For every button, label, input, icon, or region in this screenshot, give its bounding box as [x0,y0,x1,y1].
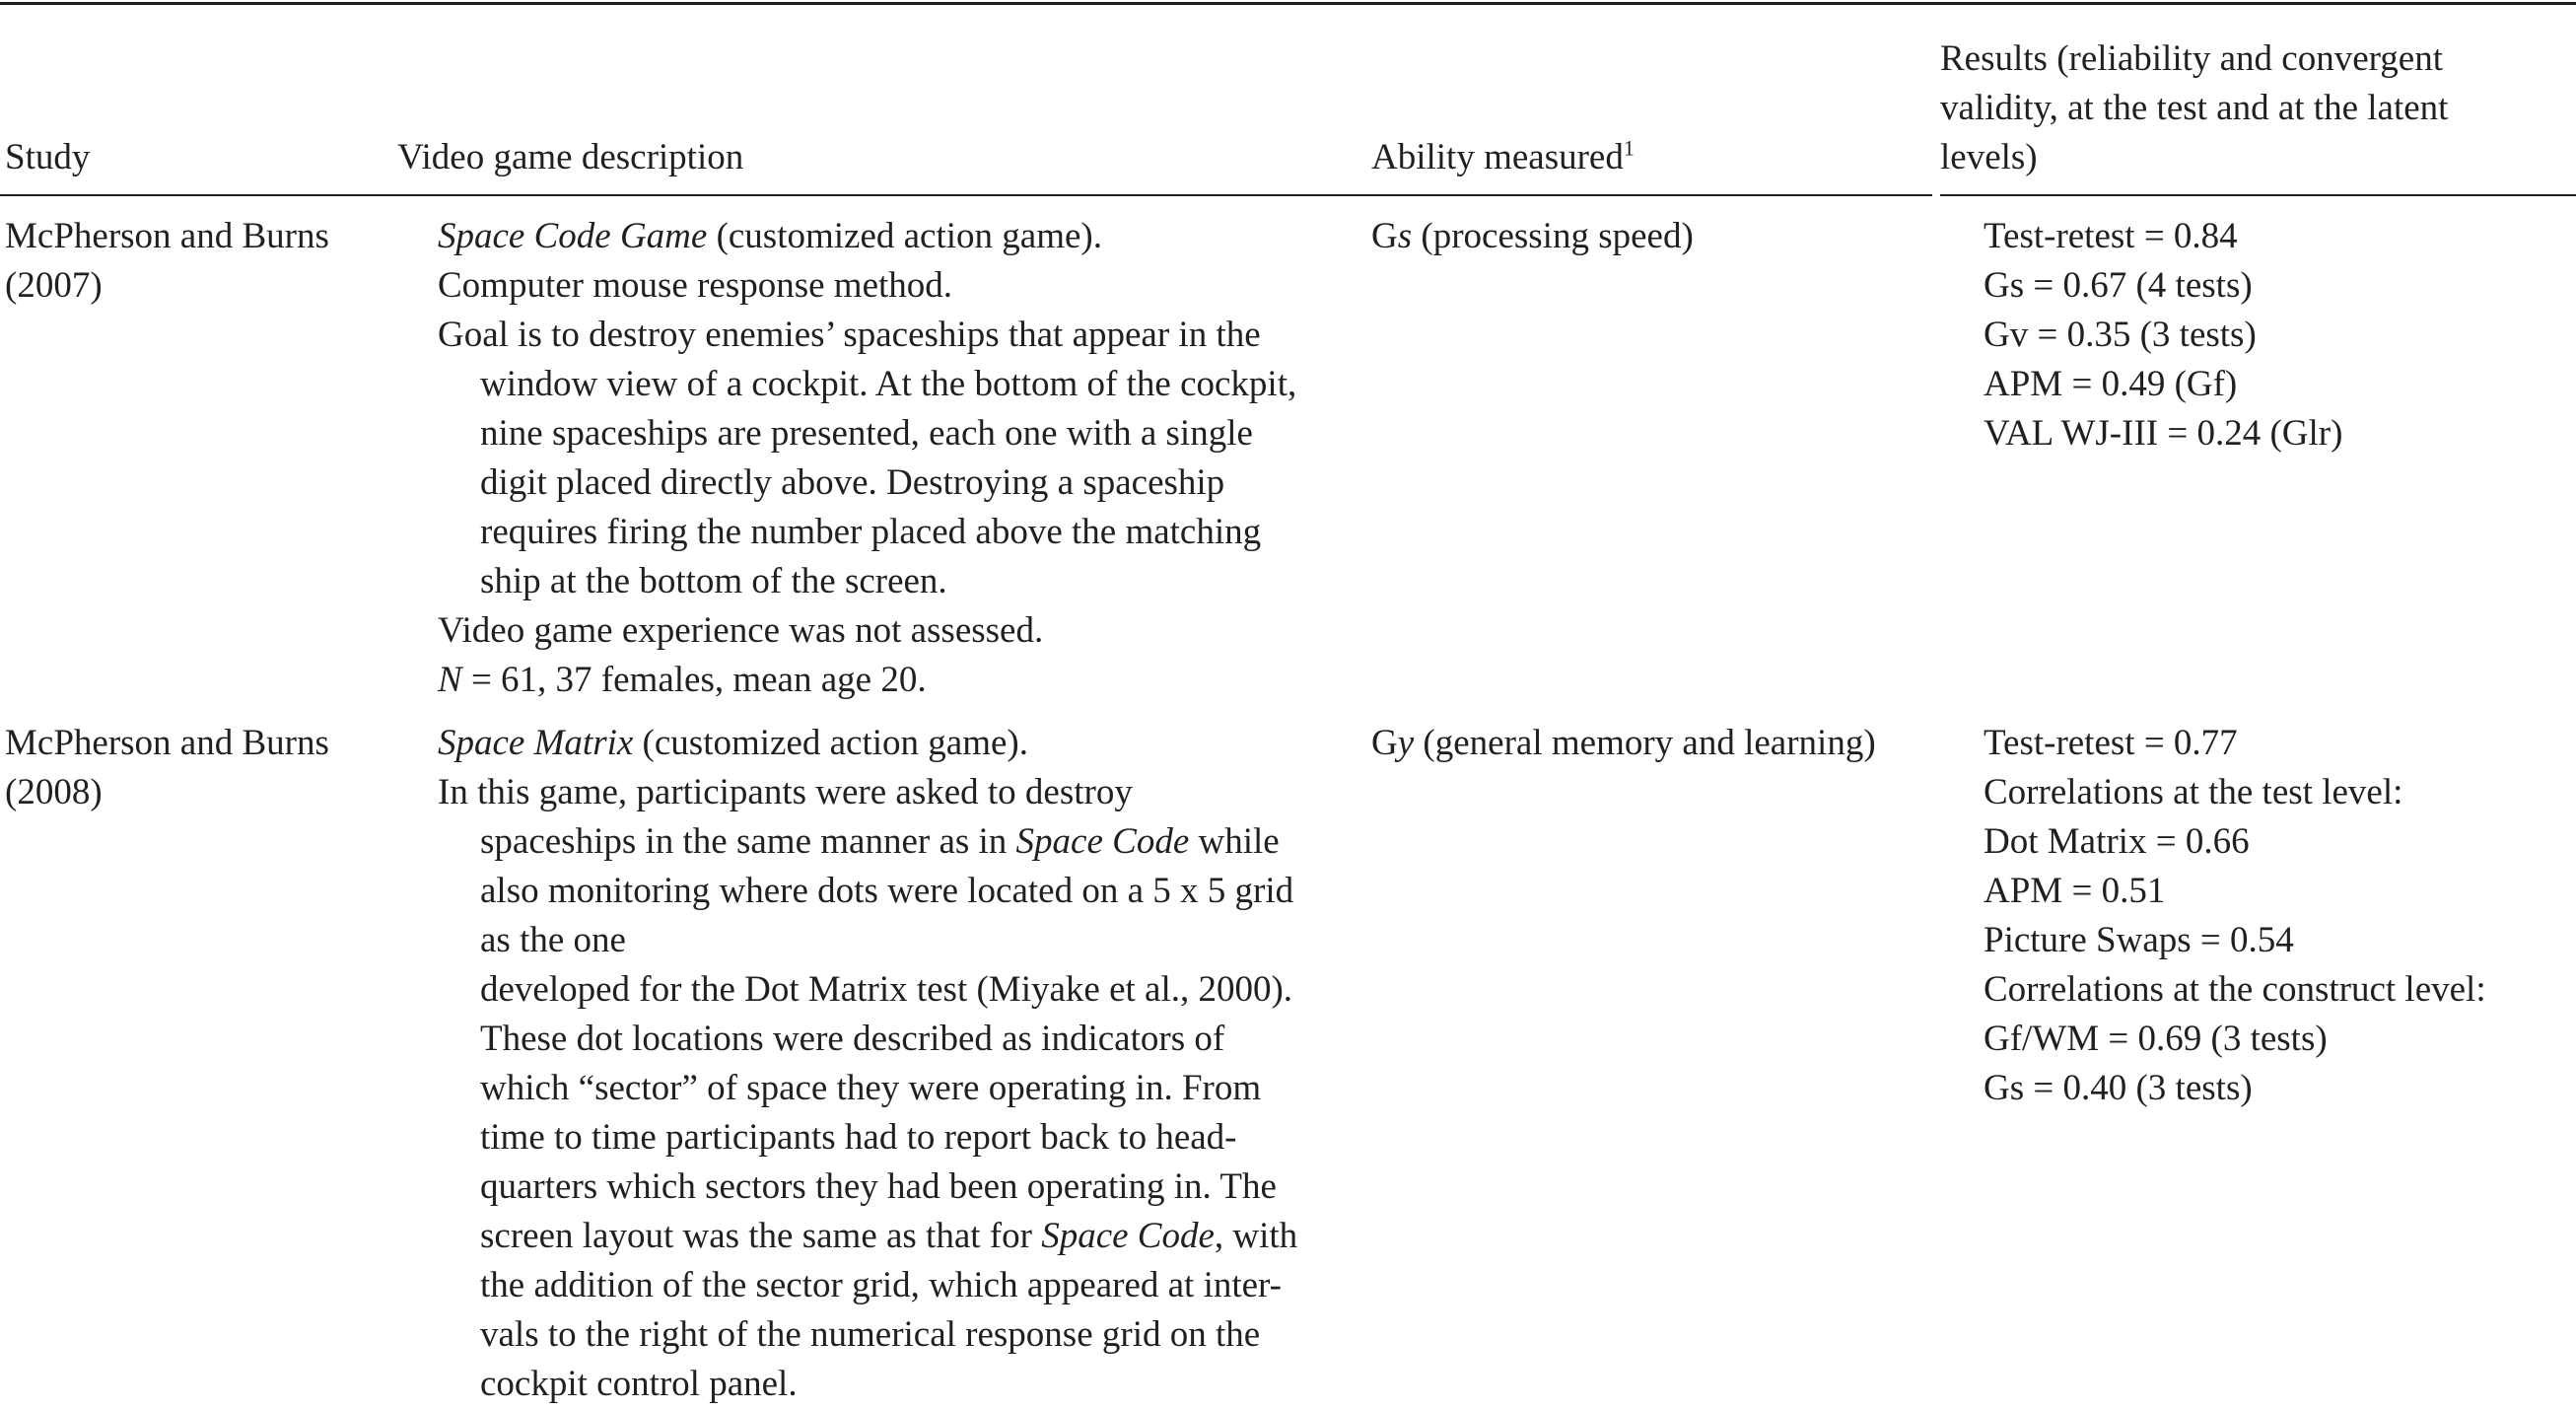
row2-ability [1371,719,1876,768]
study-line: (2008) [5,772,103,812]
header-ability-footnote: 1 [1623,135,1635,161]
sample-n: N [438,660,462,700]
header-rule-results [1940,194,2576,196]
result-line: APM = 0.51 [1984,871,2166,911]
description-italic: Space Code [1041,1216,1215,1256]
result-line: Test-retest = 0.84 [1984,216,2238,256]
result-line: Gs = 0.40 (3 tests) [1984,1068,2253,1108]
description-text: screen layout was the same as that for [480,1216,1042,1256]
ability-code: G [1371,723,1398,763]
result-line: Gf/WM = 0.69 (3 tests) [1984,1019,2328,1059]
row1-results [1984,212,2342,458]
study-line: McPherson and Burns [5,723,329,763]
header-description: Video game description [397,137,744,177]
result-line: Correlations at the test level: [1984,772,2403,812]
description-line: In this game, participants were asked to destroy [438,772,1133,812]
game-title-line [438,212,1296,261]
row1-ability [1371,212,1694,261]
description-line: digit placed directly above. Destroying a spaceship [480,462,1225,503]
result-line: Correlations at the construct level: [1984,969,2486,1010]
description-line [438,817,1297,867]
game-title: Space Matrix [438,723,634,763]
game-title-line [438,719,1297,768]
header-ability [1371,133,1635,182]
description-line: requires firing the number placed above the matching [480,512,1262,552]
description-line: quarters which sectors they had been operating in. The [480,1166,1277,1207]
sample-detail: = 61, 37 females, mean age 20. [461,660,927,700]
game-subtitle: (customized action game). [707,216,1102,256]
description-line [438,1212,1297,1261]
header-results-line: Results (reliability and convergent [1940,38,2443,79]
description-line: Computer mouse response method. [438,265,953,306]
game-title: Space Code Game [438,216,708,256]
header-results [1940,35,2448,182]
sample-line [438,656,1296,705]
description-text: while [1189,821,1280,862]
table-top-rule [0,2,2576,5]
result-line: Picture Swaps = 0.54 [1984,920,2294,960]
header-study: Study [5,137,91,177]
game-subtitle: (customized action game). [633,723,1028,763]
description-text: , with [1214,1216,1298,1256]
row2-study [5,719,329,817]
header-results-line: validity, at the test and at the latent [1940,88,2449,128]
ability-code: G [1371,216,1398,256]
result-line: Gs = 0.67 (4 tests) [1984,265,2253,306]
header-rule [0,194,1932,196]
description-line: window view of a cockpit. At the bottom of the cockpit, [480,364,1297,404]
row1-study [5,212,329,311]
study-line: McPherson and Burns [5,216,329,256]
description-text: spaceships in the same manner as in [480,821,1016,862]
row2-description [438,719,1297,1409]
ability-code-suffix: y [1397,723,1415,763]
description-line: developed for the Dot Matrix test (Miyake et al., 2000). [480,969,1293,1010]
description-italic: Space Code [1015,821,1190,862]
description-line: which “sector” of space they were operating in. From [480,1068,1262,1108]
description-line: These dot locations were described as indicators of [480,1019,1225,1059]
ability-code-suffix: s [1397,216,1413,256]
description-line: Video game experience was not assessed. [438,610,1044,651]
header-ability-label: Ability measured [1371,137,1624,177]
description-line: vals to the right of the numerical response grid on the [480,1314,1261,1355]
row1-description [438,212,1296,705]
header-results-line: levels) [1940,137,2038,177]
description-line: the addition of the sector grid, which appeared at inter- [480,1265,1282,1305]
description-line: Goal is to destroy enemies’ spaceships that appear in the [438,315,1261,355]
study-line: (2007) [5,265,103,306]
result-line: Test-retest = 0.77 [1984,723,2238,763]
row2-results [1984,719,2486,1113]
description-line: ship at the bottom of the screen. [480,561,947,601]
result-line: VAL WJ-III = 0.24 (Glr) [1984,413,2343,454]
result-line: Dot Matrix = 0.66 [1984,821,2250,862]
description-line: also monitoring where dots were located on a 5 x 5 grid [480,871,1294,911]
ability-label: (general memory and learning) [1414,723,1876,763]
ability-label: (processing speed) [1412,216,1694,256]
description-line: time to time participants had to report back to head- [480,1117,1237,1158]
result-line: APM = 0.49 (Gf) [1984,364,2238,404]
result-line: Gv = 0.35 (3 tests) [1984,315,2257,355]
description-line: as the one [480,920,626,960]
description-line: cockpit control panel. [480,1364,798,1404]
description-line: nine spaceships are presented, each one with a single [480,413,1253,454]
